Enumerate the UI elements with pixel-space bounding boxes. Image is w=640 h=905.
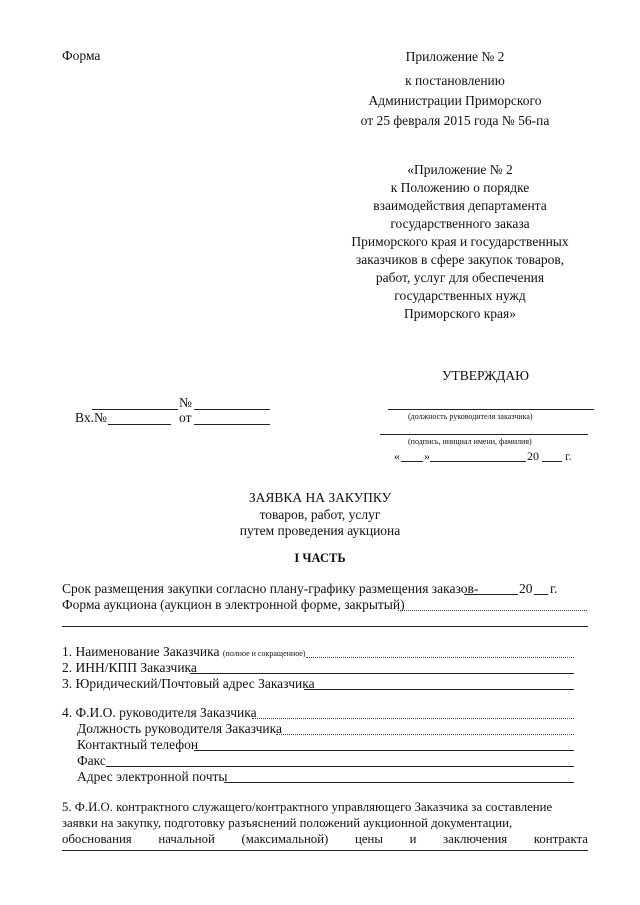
- item5-line-2: заявки на закупку, подготовку разъяснений положений аукционной документации,: [62, 816, 513, 830]
- appendix2-line: к Положению о порядке: [390, 180, 530, 195]
- item5-word: цены: [354, 832, 383, 846]
- item4-position-line: [276, 734, 574, 735]
- item4-label: 4. Ф.И.О. руководителя Заказчика: [62, 705, 257, 720]
- item4-phone-line: [194, 750, 574, 751]
- approve-date-suffix: г.: [565, 449, 572, 463]
- item5-word: начальной: [158, 832, 215, 846]
- item1-label: [62, 644, 306, 660]
- auction-form-line-2: [62, 626, 588, 627]
- item5-word: (максимальной): [241, 832, 329, 846]
- deadline-suffix: г.: [550, 581, 558, 596]
- item1-line: [306, 657, 574, 658]
- approve-date-open: «: [394, 449, 400, 463]
- appendix2-line: Приморского края и государственных: [351, 234, 569, 249]
- item4-phone-label: Контактный телефон: [77, 737, 199, 752]
- item1-note: (полное и сокращенное): [222, 649, 306, 658]
- incoming-vx-label: Вх.№: [75, 410, 107, 425]
- item4-fax-line: [106, 766, 574, 767]
- appendix-line-2: к постановлению: [405, 73, 505, 88]
- item3-label: 3. Юридический/Почтовый адрес Заказчика: [62, 676, 315, 691]
- approve-position-line: [388, 409, 594, 410]
- appendix2-line: заказчиков в сфере закупок товаров,: [355, 252, 565, 267]
- auction-form-line: [398, 610, 587, 611]
- item5-word: контракта: [533, 832, 588, 846]
- appendix-line-3: Администрации Приморского: [368, 93, 542, 108]
- item3-line: [304, 689, 574, 690]
- incoming-from-label: от: [179, 410, 192, 425]
- item5-line-1: 5. Ф.И.О. контрактного служащего/контрактного управляющего Заказчика за составление: [62, 800, 553, 814]
- item4-position-label: Должность руководителя Заказчика: [77, 721, 282, 736]
- form-label: Форма: [62, 48, 101, 63]
- incoming-num-sign: №: [179, 395, 192, 410]
- approve-caption-signature: (подпись, инициал имени, фамилия): [408, 437, 532, 446]
- item5-word: обоснования: [62, 832, 132, 846]
- approve-date-year-line: [542, 461, 562, 462]
- appendix2-line: Приморского края»: [404, 306, 516, 321]
- item5-line: [62, 850, 588, 851]
- approve-caption-position: (должность руководителя заказчика): [408, 412, 533, 421]
- item4-email-label: Адрес электронной почты: [77, 769, 228, 784]
- auction-form-label: Форма аукциона (аукцион в электронной форме, закрытый): [62, 597, 405, 612]
- appendix2-line: государственного заказа: [390, 216, 530, 231]
- page-subtitle-2: путем проведения аукциона: [239, 523, 401, 538]
- appendix2-line: взаимодействия департамента: [373, 198, 547, 213]
- incoming-num-line-right: [194, 409, 270, 410]
- appendix-line-4: от 25 февраля 2015 года № 56-па: [360, 113, 550, 128]
- approve-date-close: »: [424, 449, 430, 463]
- incoming-vx-line: [108, 424, 171, 425]
- page-title: ЗАЯВКА НА ЗАКУПКУ: [248, 490, 392, 505]
- appendix2-line: работ, услуг для обеспечения: [375, 270, 545, 285]
- item5-word: и: [409, 832, 417, 846]
- appendix-line-1: Приложение № 2: [405, 49, 505, 64]
- item2-label: 2. ИНН/КПП Заказчика: [62, 660, 197, 675]
- approve-date-month-line: [430, 461, 526, 462]
- item4-fax-label: Факс: [77, 753, 106, 768]
- deadline-year-line: [534, 594, 548, 595]
- page-subtitle-1: товаров, работ, услуг: [259, 507, 381, 522]
- approve-date-day-line: [401, 461, 423, 462]
- item1-label-text: 1. Наименование Заказчика: [62, 644, 220, 659]
- part-heading: I ЧАСТЬ: [294, 551, 346, 565]
- deadline-year: 20: [519, 581, 533, 596]
- appendix2-line: «Приложение № 2: [407, 162, 513, 177]
- item5-line-3: [62, 832, 588, 847]
- appendix-block: [330, 47, 580, 131]
- item4-email-line: [224, 782, 574, 783]
- item2-line: [190, 673, 574, 674]
- appendix2-line: государственных нужд: [394, 288, 526, 303]
- deadline-label: Срок размещения закупки согласно плану-графику размещения заказов-: [62, 581, 479, 596]
- deadline-date-line: [464, 594, 518, 595]
- appendix2-block: [330, 161, 590, 323]
- approve-signature-line: [380, 434, 588, 435]
- approve-date-year: 20: [527, 449, 539, 463]
- item5-word: заключения: [443, 832, 508, 846]
- item4-line: [252, 718, 574, 719]
- incoming-from-line: [194, 424, 270, 425]
- approve-title: УТВЕРЖДАЮ: [442, 368, 530, 383]
